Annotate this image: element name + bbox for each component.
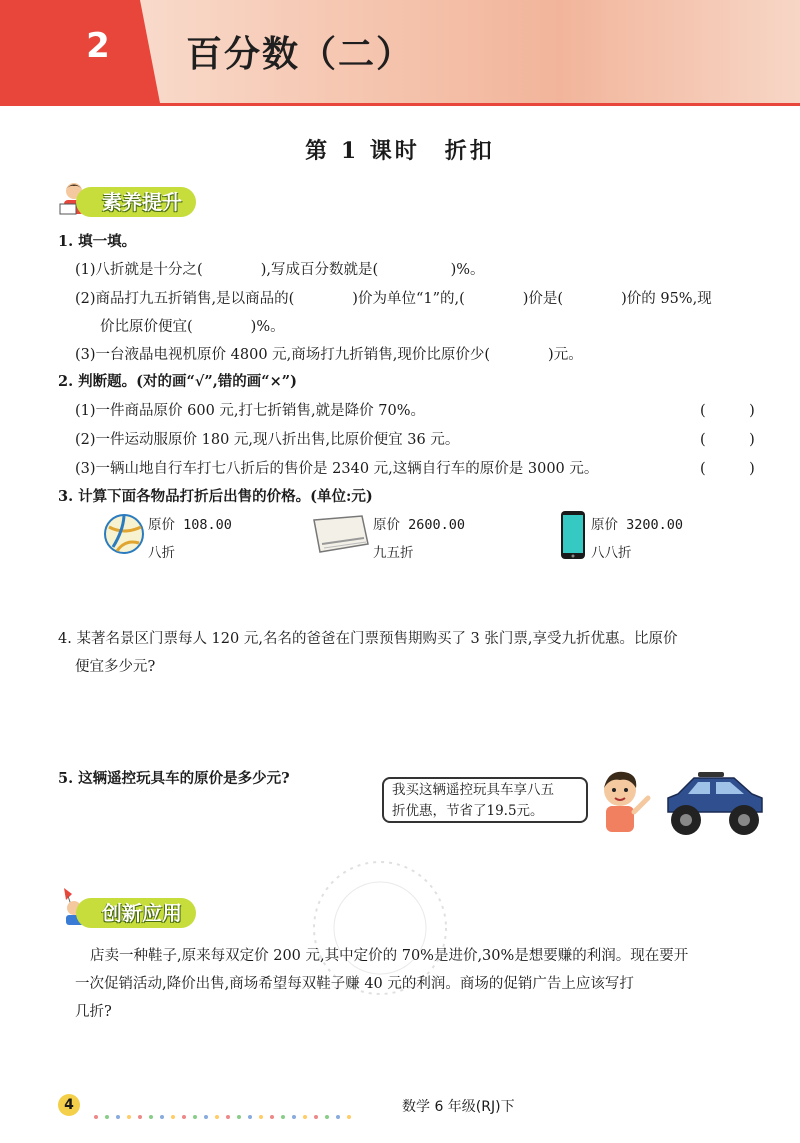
q2-answer-box-2[interactable]: ( ) <box>700 432 755 448</box>
q2-answer-box-3[interactable]: ( ) <box>700 461 755 477</box>
phone-icon <box>560 510 586 560</box>
q3-price-2: 原价 2600.00 <box>373 517 466 533</box>
footer-book-label: 数学 6 年级(RJ)下 <box>402 1099 515 1115</box>
lesson-title: 第 1 课时 折扣 <box>305 138 495 164</box>
q2-heading: 2. 判断题。(对的画“√”,错的画“×”) <box>58 373 297 390</box>
boy-character-icon <box>594 768 654 838</box>
section-badge-improve: 素养提升 <box>76 187 196 217</box>
q3-price-3: 原价 3200.00 <box>591 517 684 533</box>
create-line-1: 店卖一种鞋子,原来每双定价 200 元,其中定价的 70%是进价,30%是想要赚的利润。现在要开 <box>90 948 689 964</box>
unit-title: 百分数（二） <box>186 34 415 75</box>
q2-item-1: (1)一件商品原价 600 元,打七折销售,就是降价 70%。 <box>75 403 425 419</box>
section-badge-create: 创新应用 <box>76 898 196 928</box>
q3-heading: 3. 计算下面各物品打折后出售的价格。(单位:元) <box>58 488 373 505</box>
q1-line-4: (3)一台液晶电视机原价 4800 元,商场打九折销售,现价比原价少( )元。 <box>75 347 583 363</box>
q1-heading: 1. 填一填。 <box>58 233 137 250</box>
speech-bubble <box>382 777 588 823</box>
q5-heading: 5. 这辆遥控玩具车的原价是多少元? <box>58 770 290 787</box>
create-line-3: 几折? <box>75 1004 112 1020</box>
q1-line-1: (1)八折就是十分之( ),写成百分数就是( )%。 <box>75 262 485 278</box>
q2-answer-box-1[interactable]: ( ) <box>700 403 755 419</box>
page-number: 4 <box>58 1094 80 1116</box>
footer-dots <box>94 1104 358 1123</box>
q2-item-2: (2)一件运动服原价 180 元,现八折出售,比原价便宜 36 元。 <box>75 432 460 448</box>
q1-line-3: 价比原价便宜( )%。 <box>100 319 285 335</box>
q1-line-2: (2)商品打九五折销售,是以商品的( )价为单位“1”的,( )价是( )价的 95%,现 <box>75 291 712 307</box>
q3-discount-1: 八折 <box>148 545 175 561</box>
bubble-line-1: 我买这辆遥控玩具车享八五 <box>392 782 554 798</box>
q3-discount-3: 八八折 <box>591 545 632 561</box>
q3-price-1: 原价 108.00 <box>148 517 232 533</box>
volleyball-icon <box>103 513 145 555</box>
q4-line-1: 4. 某著名景区门票每人 120 元,名名的爸爸在门票预售期购买了 3 张门票,享受九折优惠。比原价 <box>58 631 678 647</box>
unit-number: 2 <box>86 26 110 66</box>
create-line-2: 一次促销活动,降价出售,商场希望每双鞋子赚 40 元的利润。商场的促销广告上应该写打 <box>75 976 634 992</box>
banner-divider <box>0 103 800 106</box>
q2-item-3: (3)一辆山地自行车打七八折后的售价是 2340 元,这辆自行车的原价是 3000 元。 <box>75 461 599 477</box>
bubble-line-2: 折优惠，节省了19.5元。 <box>392 803 544 819</box>
air-conditioner-icon <box>312 514 370 554</box>
toy-car-icon <box>660 766 768 838</box>
q4-line-2: 便宜多少元? <box>75 659 156 675</box>
q3-discount-2: 九五折 <box>373 545 414 561</box>
